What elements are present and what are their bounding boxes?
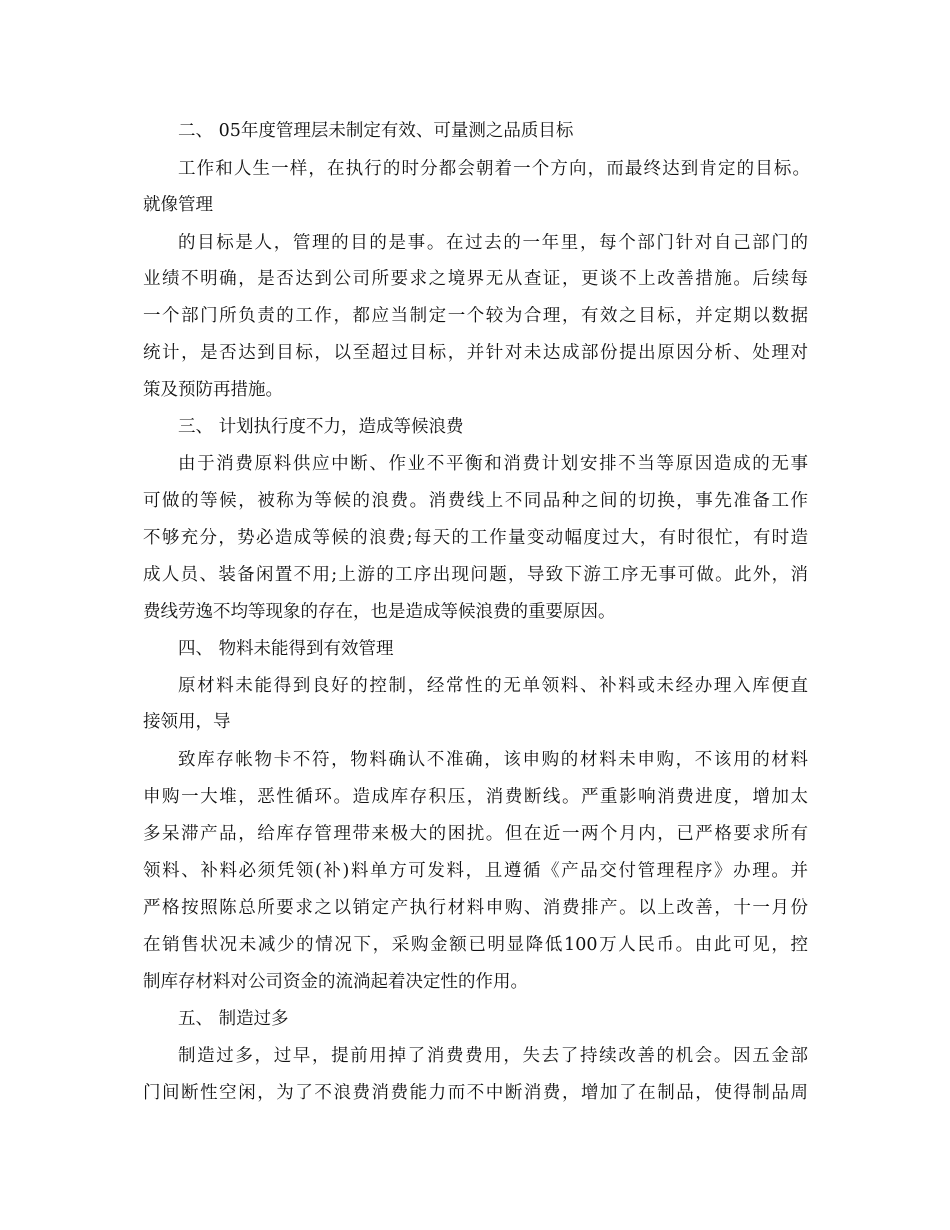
- paragraph-line: 可做的等候，被称为等候的浪费。消费线上不同品种之间的切换，事先准备工作: [143, 491, 808, 511]
- paragraph-line: 严格按照陈总所要求之以销定产执行材料申购、消费排产。以上改善，十一月份: [143, 898, 808, 918]
- paragraph-line: 由于消费原料供应中断、作业不平衡和消费计划安排不当等原因造成的无事: [178, 454, 808, 474]
- paragraph-line: 门间断性空闲，为了不浪费消费能力而不中断消费，增加了在制品，使得制品周: [143, 1083, 808, 1103]
- paragraph-line: 致库存帐物卡不符，物料确认不准确，该申购的材料未申购，不该用的材料: [178, 750, 808, 770]
- paragraph-line: 统计，是否达到目标，以至超过目标，并针对未达成部份提出原因分析、处理对: [143, 343, 808, 363]
- heading-section-4: 四、 物料未能得到有效管理: [178, 639, 394, 659]
- paragraph-line: 领料、补料必须凭领(补)料单方可发料，且遵循《产品交付管理程序》办理。并: [143, 861, 808, 881]
- paragraph-line: 不够充分，势必造成等候的浪费;每天的工作量变动幅度过大，有时很忙，有时造: [143, 528, 808, 548]
- paragraph-line: 业绩不明确，是否达到公司所要求之境界无从查证，更谈不上改善措施。后续每: [143, 269, 808, 289]
- heading-section-5: 五、 制造过多: [178, 1009, 289, 1029]
- paragraph-line: 费线劳逸不均等现象的存在，也是造成等候浪费的重要原因。: [143, 602, 616, 622]
- paragraph-line: 一个部门所负责的工作，都应当制定一个较为合理，有效之目标，并定期以数据: [143, 306, 808, 326]
- paragraph-line: 制库存材料对公司资金的流淌起着决定性的作用。: [143, 972, 528, 992]
- paragraph-line: 工作和人生一样，在执行的时分都会朝着一个方向，而最终达到肯定的目标。: [178, 159, 810, 179]
- paragraph-line: 就像管理: [143, 195, 213, 215]
- heading-section-3: 三、 计划执行度不力，造成等候浪费: [178, 417, 464, 437]
- paragraph-line: 策及预防再措施。: [143, 380, 283, 400]
- heading-section-2: 二、 05年度管理层未制定有效、可量测之品质目标: [178, 121, 574, 141]
- paragraph-line: 原材料未能得到良好的控制，经常性的无单领料、补料或未经办理入库便直: [178, 676, 808, 696]
- paragraph-line: 的目标是人，管理的目的是事。在过去的一年里，每个部门针对自己部门的: [178, 233, 808, 253]
- paragraph-line: 多呆滞产品，给库存管理带来极大的困扰。但在近一两个月内，已严格要求所有: [143, 824, 808, 844]
- paragraph-line: 制造过多，过早，提前用掉了消费费用，失去了持续改善的机会。因五金部: [178, 1046, 808, 1066]
- paragraph-line: 申购一大堆，恶性循环。造成库存积压，消费断线。严重影响消费进度，增加太: [143, 787, 808, 807]
- paragraph-line: 在销售状况未减少的情况下，采购金额已明显降低100万人民币。由此可见，控: [143, 935, 808, 955]
- paragraph-line: 接领用，导: [143, 712, 231, 732]
- paragraph-line: 成人员、装备闲置不用;上游的工序出现问题，导致下游工序无事可做。此外，消: [143, 565, 808, 585]
